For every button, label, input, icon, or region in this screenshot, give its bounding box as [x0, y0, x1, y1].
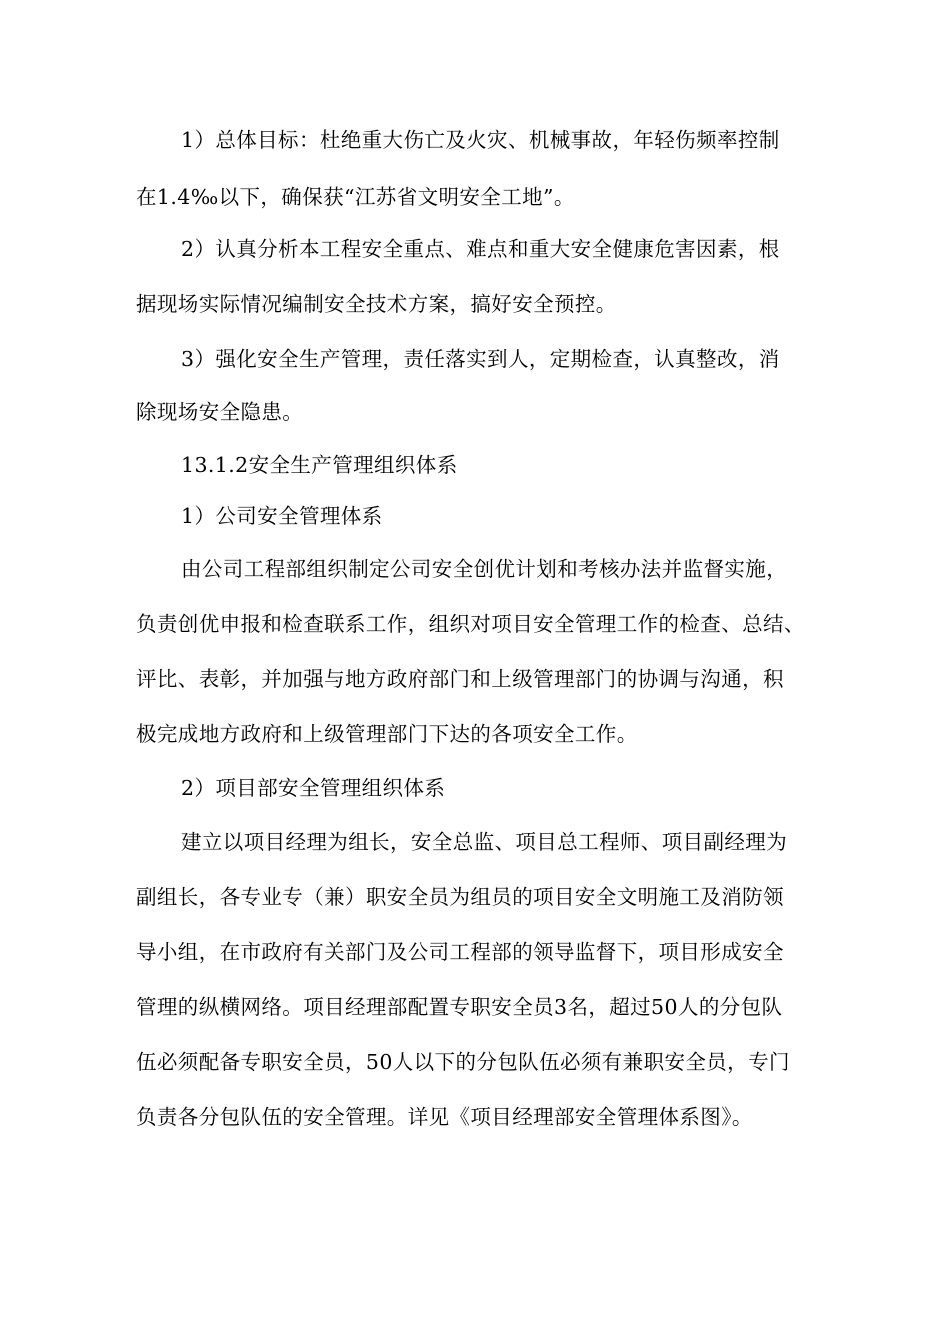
text-line: 管理的纵横网络。项目经理部配置专职安全员3名，超过50人的分包队 — [136, 995, 783, 1019]
text-line: 负责各分包队伍的安全管理。详见《项目经理部安全管理体系图》。 — [136, 1105, 753, 1129]
text-line: 伍必须配备专职安全员，50人以下的分包队伍必须有兼职安全员，专门 — [136, 1050, 790, 1074]
subsection-heading: 1）公司安全管理体系 — [181, 504, 383, 528]
text-line: 导小组，在市政府有关部门及公司工程部的领导监督下，项目形成安全 — [136, 940, 784, 964]
text-line: 副组长，各专业专（兼）职安全员为组员的项目安全文明施工及消防领 — [136, 885, 784, 909]
text-line: 由公司工程部组织制定公司安全创优计划和考核办法并监督实施， — [181, 557, 788, 581]
text-line: 负责创优申报和检查联系工作，组织对项目安全管理工作的检查、总结、 — [136, 612, 805, 636]
text-line: 在1.4‰以下，确保获“江苏省文明安全工地”。 — [136, 185, 575, 209]
text-line: 3）强化安全生产管理，责任落实到人，定期检查，认真整改，消 — [181, 347, 780, 371]
text-line: 1）总体目标：杜绝重大伤亡及火灾、机械事故，年轻伤频率控制 — [181, 128, 780, 152]
text-line: 除现场安全隐患。 — [136, 400, 304, 424]
text-line: 建立以项目经理为组长，安全总监、项目总工程师、项目副经理为 — [181, 830, 788, 854]
text-line: 据现场实际情况编制安全技术方案，搞好安全预控。 — [136, 292, 617, 316]
text-line: 极完成地方政府和上级管理部门下达的各项安全工作。 — [136, 722, 638, 746]
subsection-heading: 2）项目部安全管理组织体系 — [181, 776, 446, 800]
text-line: 2）认真分析本工程安全重点、难点和重大安全健康危害因素，根 — [181, 237, 780, 261]
text-line: 评比、表彰，并加强与地方政府部门和上级管理部门的协调与沟通，积 — [136, 667, 784, 691]
section-heading: 13.1.2安全生产管理组织体系 — [181, 453, 458, 477]
